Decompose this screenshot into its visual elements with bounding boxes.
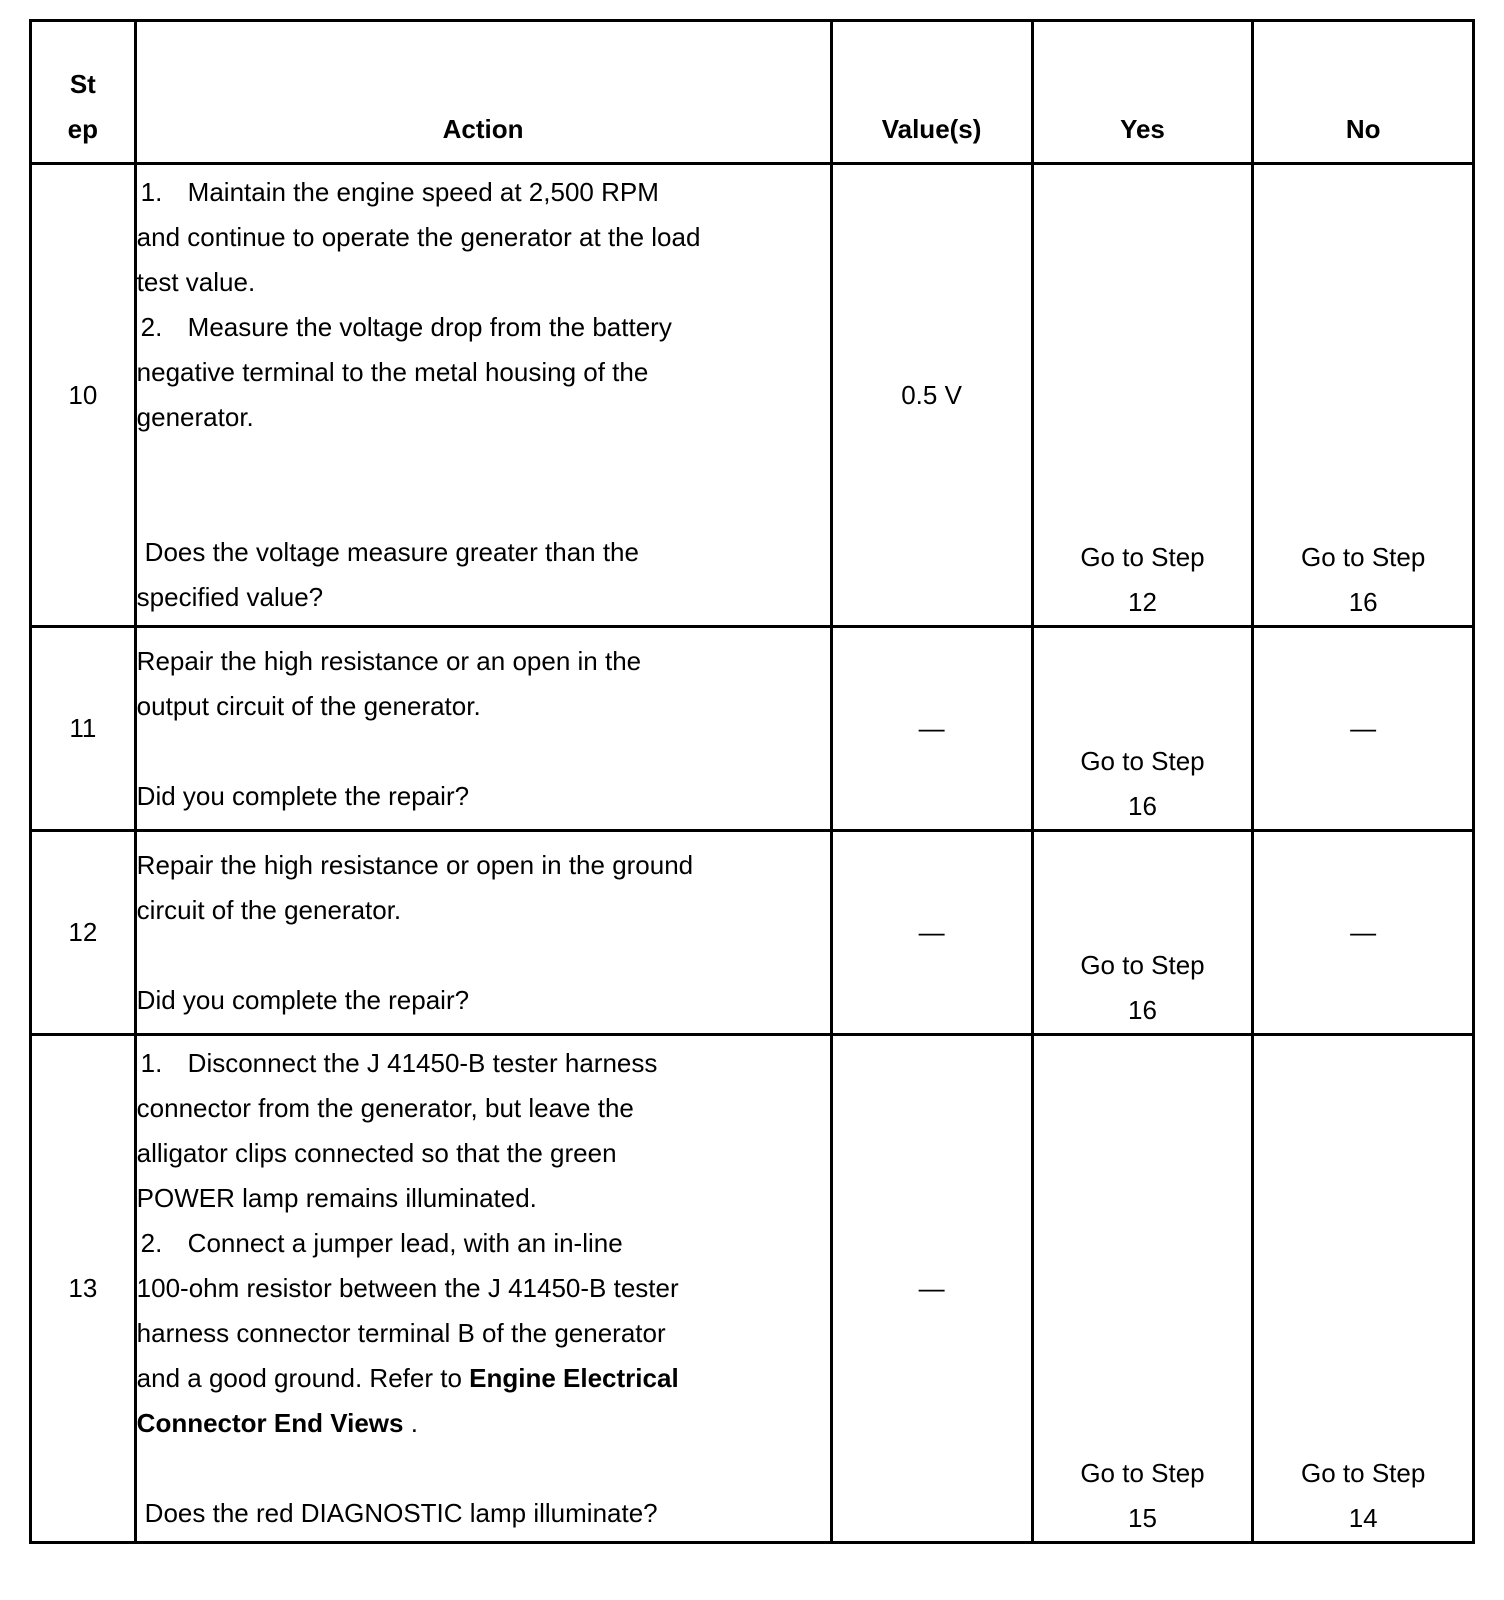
action-line: 2. Measure the voltage drop from the battery [137,305,830,350]
item-number: 2. [140,312,163,342]
action-line: Repair the high resistance or open in the ground [136,849,694,880]
question-line: Did you complete the repair? [136,984,470,1015]
yes-cell [1032,164,1253,627]
table-row [31,1035,1474,1543]
no-cell: — [1253,627,1474,831]
action-line: negative terminal to the metal housing of the [136,357,649,387]
action-cell [135,627,831,831]
no-cell [1253,164,1474,627]
action-cell [135,831,831,1035]
action-line: 2. Connect a jumper lead, with an in-line [137,1221,830,1266]
action-line: harness connector terminal B of the generator [136,1318,666,1348]
diagnostic-table [29,19,1475,1544]
action-cell [135,164,831,627]
header-step [31,21,136,164]
action-line: Repair the high resistance or an open in the [136,645,642,676]
table-row [31,164,1474,627]
step-number: 11 [31,627,136,831]
item-number: 2. [140,1228,163,1258]
value-cell: — [831,1035,1032,1543]
reference-link-part2: Connector End Views [136,1408,404,1438]
no-step: 14 [1348,1503,1378,1533]
action-line: connector from the generator, but leave the [136,1093,634,1123]
no-goto: Go to Step [1301,1458,1426,1488]
no-step: 16 [1348,587,1378,617]
action-line: circuit of the generator. [136,894,402,925]
table-row [31,831,1474,1035]
yes-cell [1032,831,1253,1035]
question-line: specified value? [136,582,324,612]
value-cell: — [831,831,1032,1035]
question-line: Does the voltage measure greater than the [144,537,639,567]
yes-cell [1032,627,1253,831]
yes-goto: Go to Step [1080,950,1205,980]
yes-step: 15 [1128,1503,1157,1533]
step-number: 10 [31,164,136,627]
action-line: output circuit of the generator. [136,690,481,721]
yes-cell [1032,1035,1253,1543]
action-line: generator. [136,402,254,432]
question-line: Did you complete the repair? [136,780,470,811]
yes-step: 16 [1128,791,1157,821]
yes-goto: Go to Step [1080,1458,1205,1488]
value-cell: 0.5 V [831,164,1032,627]
action-line: POWER lamp remains illuminated. [136,1183,537,1213]
action-line: and a good ground. Refer to Engine Electrical [136,1363,679,1393]
action-line: test value. [136,267,256,297]
no-goto: Go to Step [1301,542,1426,572]
table-row [31,627,1474,831]
header-values: Value(s) [831,21,1032,164]
action-line: 1. Maintain the engine speed at 2,500 RPM [137,170,830,215]
reference-link-part1: Engine Electrical [469,1363,679,1393]
question-line: Does the red DIAGNOSTIC lamp illuminate? [144,1498,658,1528]
item-number: 1. [140,177,163,207]
step-number: 13 [31,1035,136,1543]
action-line: Connector End Views . [136,1408,418,1438]
yes-step: 16 [1128,995,1157,1025]
action-line: 1. Disconnect the J 41450-B tester harness [137,1041,830,1086]
step-number: 12 [31,831,136,1035]
header-action: Action [135,21,831,164]
value-cell: — [831,627,1032,831]
yes-goto: Go to Step [1080,746,1205,776]
action-line: 100-ohm resistor between the J 41450-B tester [136,1273,679,1303]
header-step-line2: ep [67,114,98,144]
item-number: 1. [140,1048,163,1078]
action-cell [135,1035,831,1543]
yes-goto: Go to Step [1080,542,1205,572]
no-cell: — [1253,831,1474,1035]
no-cell [1253,1035,1474,1543]
header-yes: Yes [1032,21,1253,164]
header-no: No [1253,21,1474,164]
action-line: alligator clips connected so that the green [136,1138,617,1168]
header-step-line1: St [69,69,96,99]
yes-step: 12 [1128,587,1157,617]
header-row [31,21,1474,164]
action-line: and continue to operate the generator at the load [136,222,701,252]
